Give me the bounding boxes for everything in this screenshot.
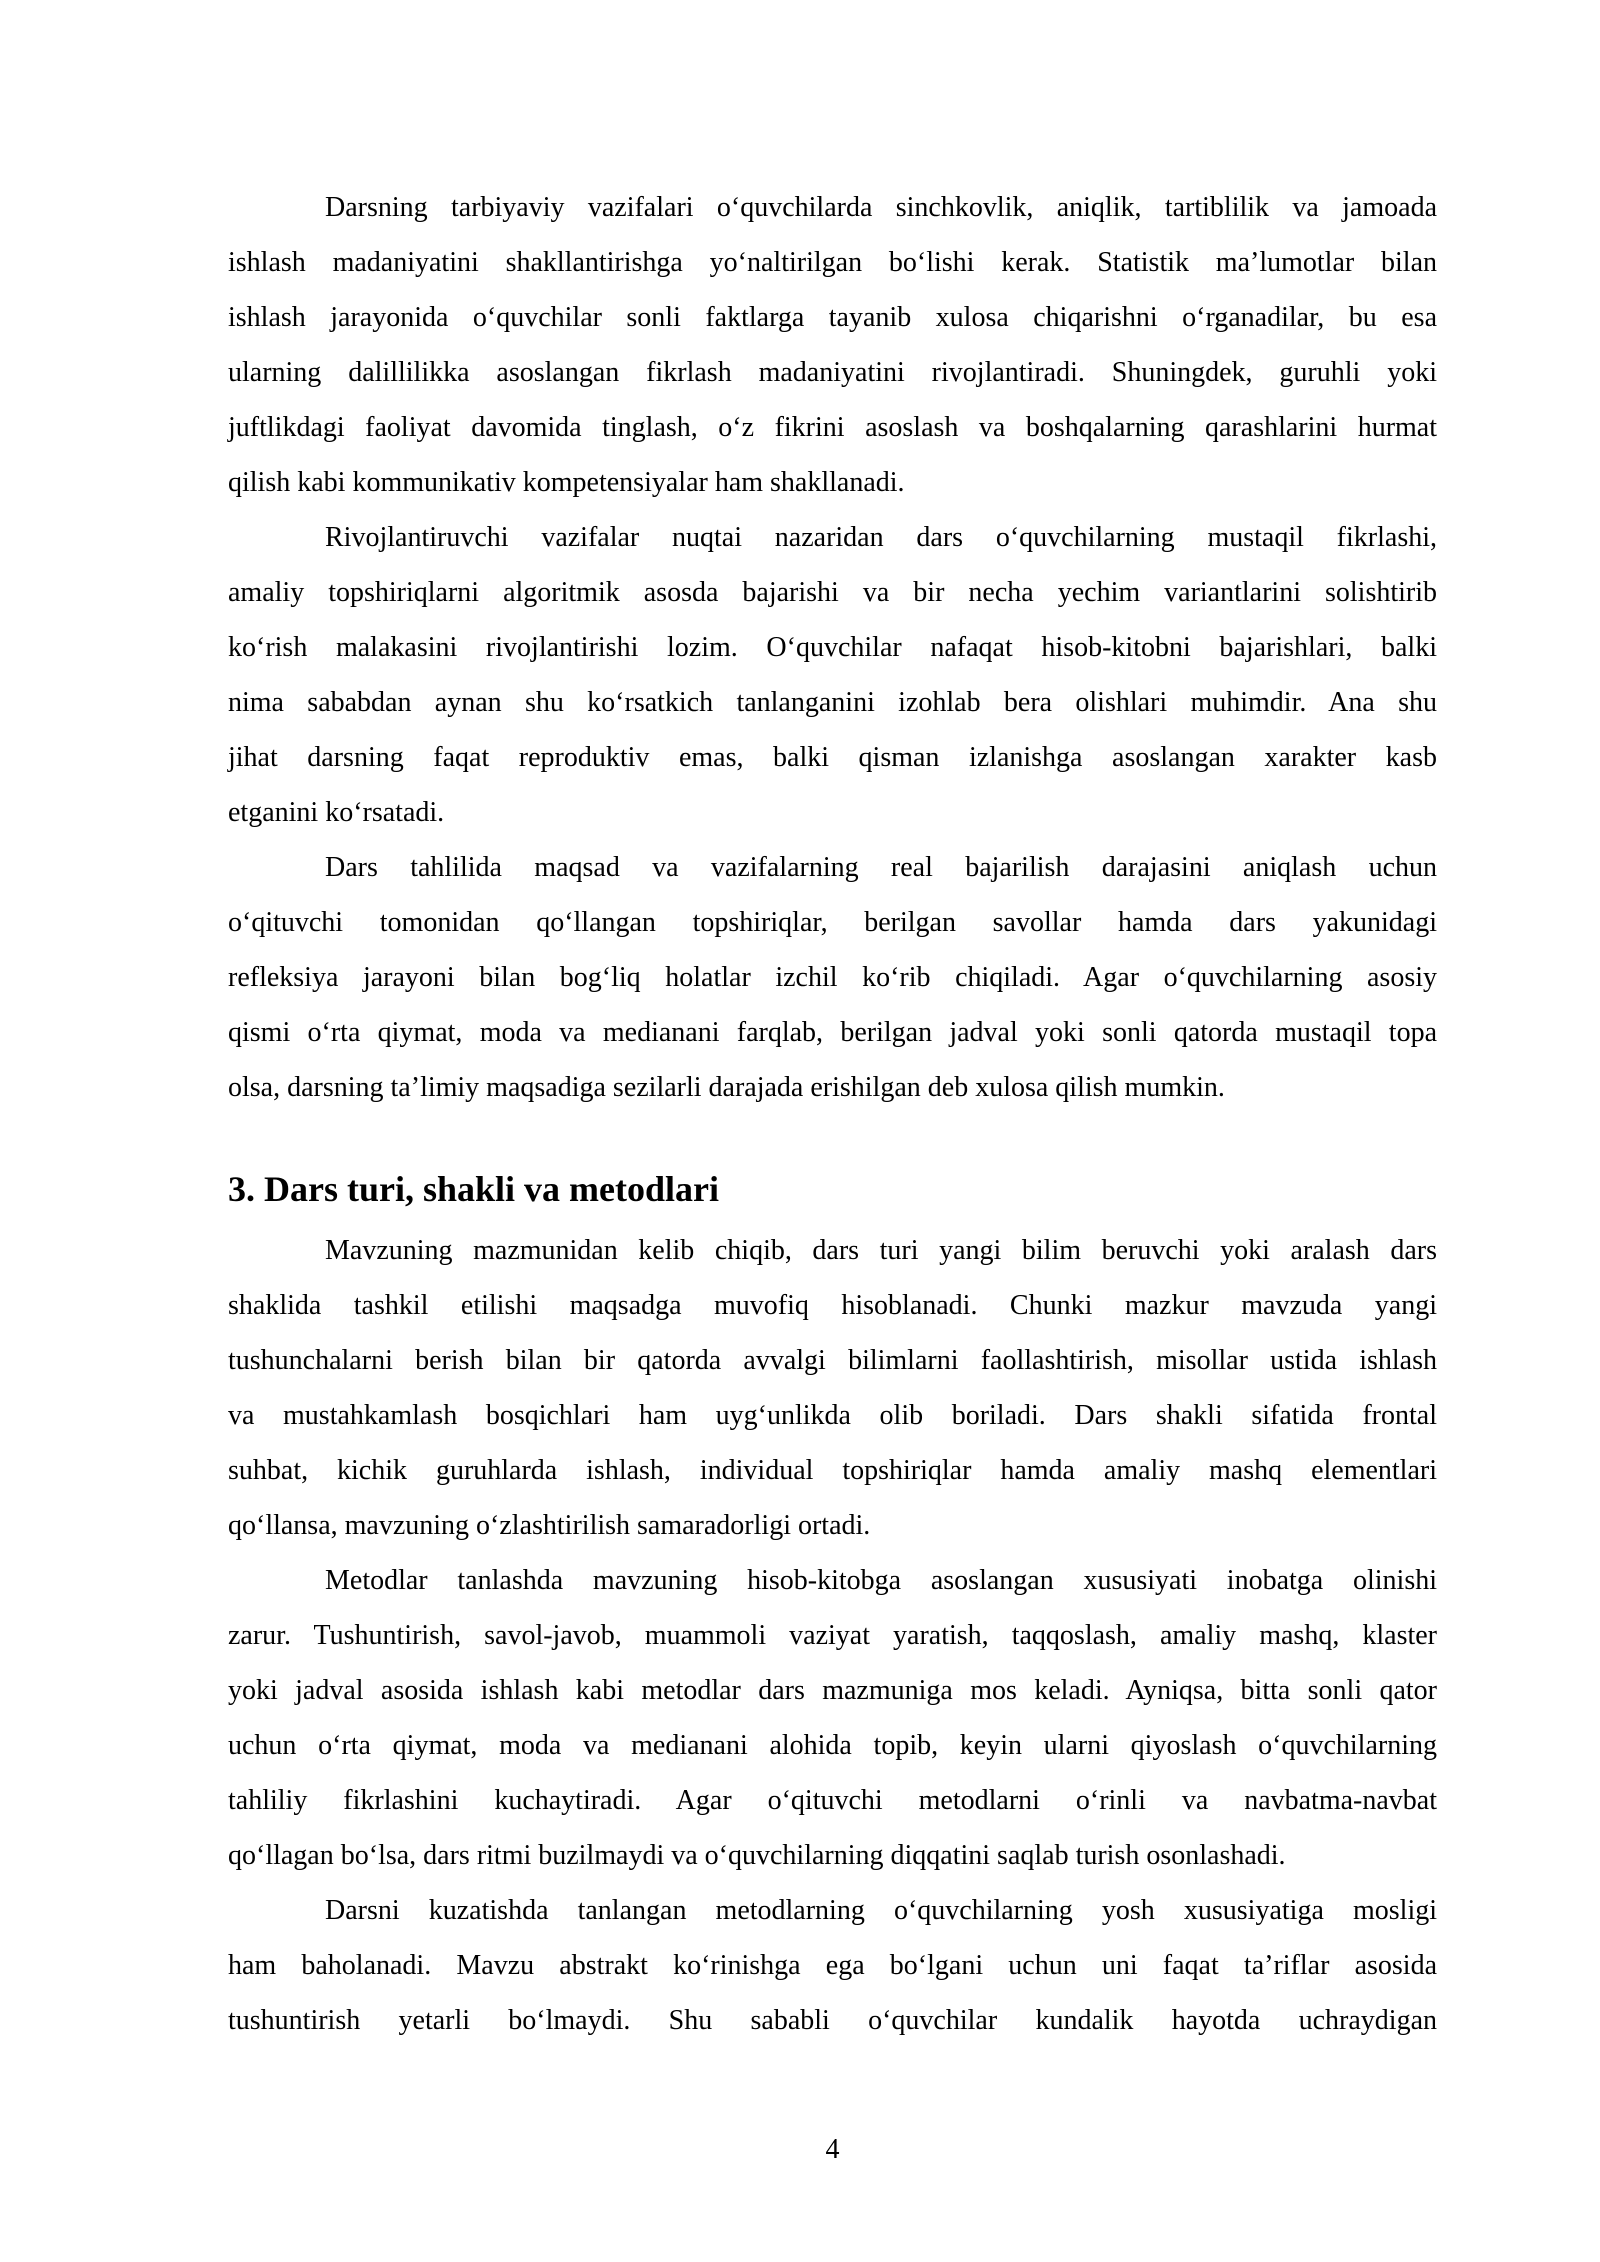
text-line: tahliliy fikrlashini kuchaytiradi. Agar oʻqituvchi metodlarni oʻrinli va navbatma-navbat	[228, 1785, 1437, 1816]
text-line: refleksiya jarayoni bilan bogʻliq holatlar izchil koʻrib chiqiladi. Agar oʻquvchilarning asosiy	[228, 962, 1437, 993]
paragraph	[228, 1553, 1437, 1883]
text-line: jihat darsning faqat reproduktiv emas, balki qisman izlanishga asoslangan xarakter kasb	[228, 742, 1437, 773]
section-heading: 3. Dars turi, shakli va metodlari	[228, 1169, 719, 1209]
text-line: juftlikdagi faoliyat davomida tinglash, oʻz fikrini asoslash va boshqalarning qarashlarini hurmat	[228, 412, 1437, 443]
text-line: tushunchalarni berish bilan bir qatorda avvalgi bilimlarni faollashtirish, misollar ustida ishlash	[228, 1345, 1437, 1376]
text-line: Mavzuning mazmunidan kelib chiqib, dars turi yangi bilim beruvchi yoki aralash dars	[325, 1235, 1437, 1266]
text-line: nima sababdan aynan shu koʻrsatkich tanlanganini izohlab bera olishlari muhimdir. Ana shu	[228, 687, 1437, 718]
text-line: Rivojlantiruvchi vazifalar nuqtai nazaridan dars oʻquvchilarning mustaqil fikrlashi,	[325, 522, 1437, 553]
text-line: Darsning tarbiyaviy vazifalari oʻquvchilarda sinchkovlik, aniqlik, tartiblilik va jamoada	[325, 192, 1437, 223]
text-line: Darsni kuzatishda tanlangan metodlarning oʻquvchilarning yosh xususiyatiga mosligi	[325, 1895, 1437, 1926]
text-line: qilish kabi kommunikativ kompetensiyalar ham shakllanadi.	[228, 467, 905, 498]
text-line: qismi oʻrta qiymat, moda va medianani farqlab, berilgan jadval yoki sonli qatorda mustaqil topa	[228, 1017, 1437, 1048]
text-line: oʻqituvchi tomonidan qoʻllangan topshiriqlar, berilgan savollar hamda dars yakunidagi	[228, 907, 1437, 938]
paragraph	[228, 510, 1437, 840]
text-line: qoʻllansa, mavzuning oʻzlashtirilish samaradorligi ortadi.	[228, 1510, 871, 1541]
text-line: Dars tahlilida maqsad va vazifalarning real bajarilish darajasini aniqlash uchun	[325, 852, 1437, 883]
text-line: ularning dalillilikka asoslangan fikrlash madaniyatini rivojlantiradi. Shuningdek, guruhli yoki	[228, 357, 1437, 388]
text-line: olsa, darsning taʼlimiy maqsadiga sezilarli darajada erishilgan deb xulosa qilish mumkin.	[228, 1072, 1225, 1103]
text-line: ishlash madaniyatini shakllantirishga yoʻnaltirilgan boʻlishi kerak. Statistik maʼlumotlar bilan	[228, 247, 1437, 278]
paragraph	[228, 180, 1437, 510]
text-line: uchun oʻrta qiymat, moda va medianani alohida topib, keyin ularni qiyoslash oʻquvchilarning	[228, 1730, 1437, 1761]
text-line: koʻrish malakasini rivojlantirishi lozim. Oʻquvchilar nafaqat hisob-kitobni bajarishlari, balki	[228, 632, 1437, 663]
text-line: shaklida tashkil etilishi maqsadga muvofiq hisoblanadi. Chunki mazkur mavzuda yangi	[228, 1290, 1437, 1321]
text-line: ham baholanadi. Mavzu abstrakt koʻrinishga ega boʻlgani uchun uni faqat taʼriflar asosida	[228, 1950, 1437, 1981]
text-line: va mustahkamlash bosqichlari ham uygʻunlikda olib boriladi. Dars shakli sifatida frontal	[228, 1400, 1437, 1431]
text-line: Metodlar tanlashda mavzuning hisob-kitobga asoslangan xususiyati inobatga olinishi	[325, 1565, 1437, 1596]
text-line: yoki jadval asosida ishlash kabi metodlar dars mazmuniga mos keladi. Ayniqsa, bitta sonli qator	[228, 1675, 1437, 1706]
text-line: zarur. Tushuntirish, savol-javob, muammoli vaziyat yaratish, taqqoslash, amaliy mashq, klaster	[228, 1620, 1437, 1651]
text-line: qoʻllagan boʻlsa, dars ritmi buzilmaydi va oʻquvchilarning diqqatini saqlab turish osonlashadi.	[228, 1840, 1286, 1871]
paragraph	[228, 1883, 1437, 2048]
text-block	[228, 180, 1437, 2177]
paragraph	[228, 840, 1437, 1115]
text-line: etganini koʻrsatadi.	[228, 797, 445, 828]
page-number: 4	[825, 2134, 840, 2165]
text-line: ishlash jarayonida oʻquvchilar sonli faktlarga tayanib xulosa chiqarishni oʻrganadilar, bu esa	[228, 302, 1437, 333]
paragraph	[228, 1223, 1437, 1553]
text-line: tushuntirish yetarli boʻlmaydi. Shu sababli oʻquvchilar kundalik hayotda uchraydigan	[228, 2005, 1437, 2036]
text-line: suhbat, kichik guruhlarda ishlash, individual topshiriqlar hamda amaliy mashq elementlari	[228, 1455, 1437, 1486]
text-line: amaliy topshiriqlarni algoritmik asosda bajarishi va bir necha yechim variantlarini solishtirib	[228, 577, 1437, 608]
